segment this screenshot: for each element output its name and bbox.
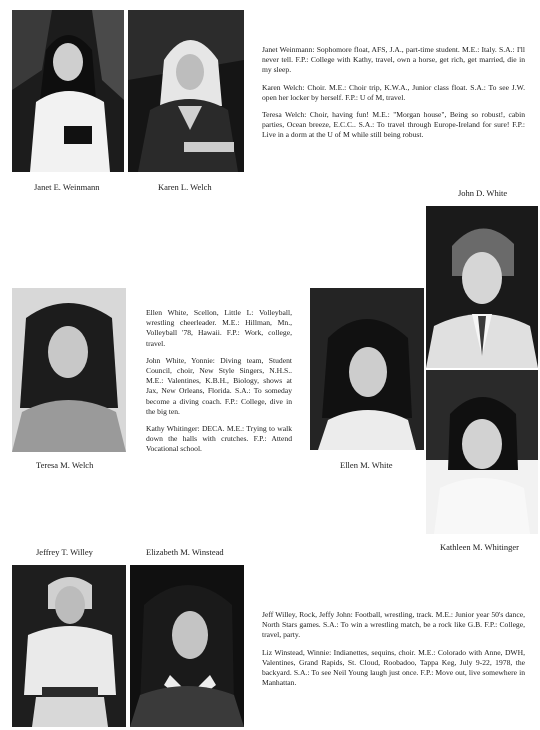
- bio-teresa-welch: Teresa Welch: Choir, having fun! M.E.: "Morgan house", Being so robust!, cabin parties, Ocean breeze, E.C.C.. S.A.: To travel through Europe-Ireland for sure! F.P.: Live in a dorm at the U of M while still being robust.: [262, 110, 525, 140]
- bio-john-white: John White, Yonnie: Diving team, Student Council, choir, New Style Singers, N.H.S.. M.E.: Valentines, K.B.H., Biology, shows at Jax, New Orleans, Florida. S.A.: To someday become a diving coach. F.P.: College, dive in the big ten.: [146, 355, 292, 416]
- bio-kathy-whitinger: Kathy Whitinger: DECA. M.E.: Trying to walk down the halls with crutches. F.P.: Attend Vocational school.: [146, 424, 292, 454]
- caption-john-white: John D. White: [458, 188, 508, 198]
- caption-kathleen-whitinger: Kathleen M. Whitinger: [440, 542, 519, 552]
- bios-middle: [146, 308, 292, 462]
- caption-teresa-welch: Teresa M. Welch: [36, 460, 94, 470]
- photo-ellen-white: [310, 288, 424, 450]
- caption-jeffrey-willey: Jeffrey T. Willey: [36, 547, 93, 557]
- bio-janet-weinmann: Janet Weinmann: Sophomore float, AFS, J.A., part-time student. M.E.: Italy. S.A.: I'll never tell. F.P.: College with Kathy, travel, own a horse, get rich, get married, die in my sleep.: [262, 45, 525, 75]
- bio-liz-winstead: Liz Winstead, Winnie: Indianettes, sequins, choir. M.E.: Colorado with Anne, DWH, Valentines, Grand Rapids, St. Cloud, Roobadoo, Tappa Keg, July 9-22, 1978, the backyard. S.A.: To see Neil Young laugh just once. F.P.: Move out, live somewhere in Manhattan.: [262, 647, 525, 688]
- photo-teresa-welch: [12, 288, 126, 452]
- caption-karen-welch: Karen L. Welch: [158, 182, 212, 192]
- caption-ellen-white: Ellen M. White: [340, 460, 393, 470]
- caption-elizabeth-winstead: Elizabeth M. Winstead: [146, 547, 224, 557]
- photo-kathleen-whitinger: [426, 370, 538, 534]
- photo-elizabeth-winstead: [130, 565, 244, 727]
- photo-jeffrey-willey: [12, 565, 126, 727]
- caption-janet-weinmann: Janet E. Weinmann: [34, 182, 100, 192]
- bio-jeff-willey: Jeff Willey, Rock, Jeffy John: Football, wrestling, track. M.E.: Junior year 50's dance, North Stars games. S.A.: To win a wrestling match, be a rock like G.B. F.P.: College, travel, party.: [262, 610, 525, 640]
- bio-karen-welch: Karen Welch: Choir. M.E.: Choir trip, K.W.A., Junior class float. S.A.: To see J.W. open her locker by herself. F.P.: U of M, travel.: [262, 82, 525, 102]
- photo-karen-welch: [128, 10, 244, 172]
- photo-john-white: [426, 206, 538, 368]
- bios-top: [262, 45, 525, 148]
- bio-ellen-white: Ellen White, Scellon, Little L: Volleyball, wrestling cheerleader. M.E.: Hillman, Mn., Volleyball '78, Hawaii. F.P.: Work, college, travel.: [146, 308, 292, 348]
- bios-bottom: [262, 610, 525, 695]
- photo-janet-weinmann: [12, 10, 124, 172]
